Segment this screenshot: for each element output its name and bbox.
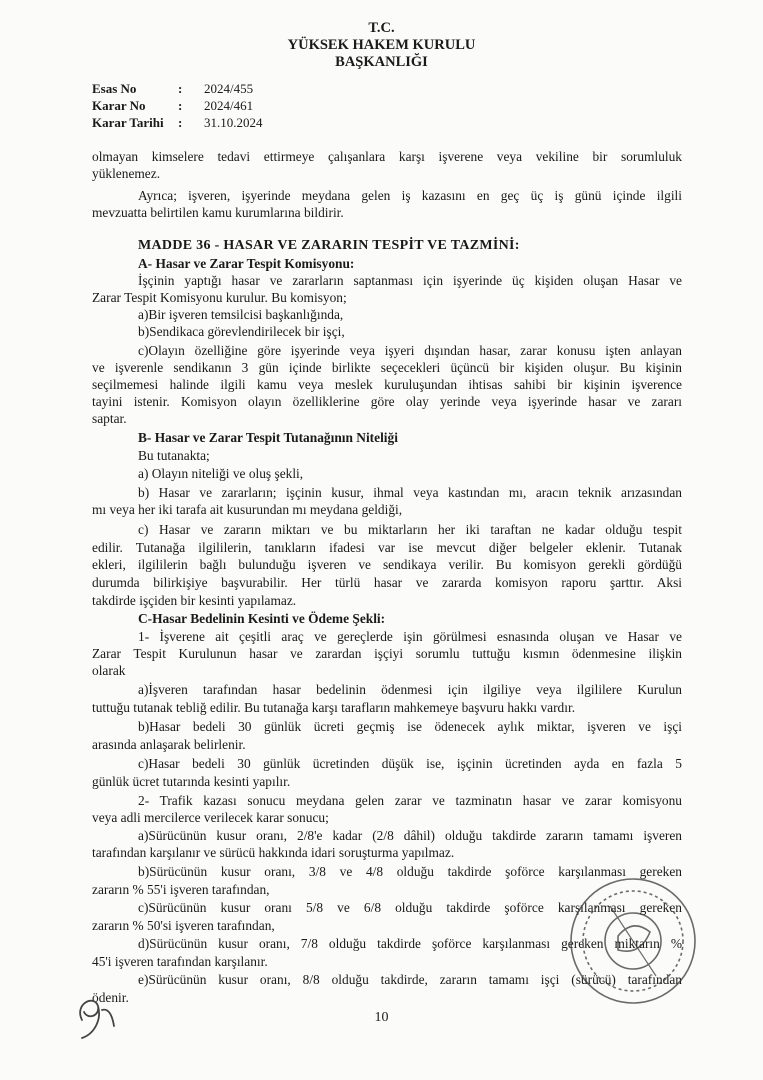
body-line: ve işverenle sendikanın 3 gün içinde birlikte seçecekleri üçüncü bir kişiden oluşur. Bu kişinin (92, 360, 682, 375)
body-line: a)Sürücünün kusur oranı, 2/8'e kadar (2/8 dâhil) olduğu takdirde zararın tamamı işveren (138, 828, 682, 843)
meta-karar-no (92, 98, 253, 114)
meta-colon: : (178, 81, 183, 96)
body-line: b) Hasar ve zararların; işçinin kusur, ihmal veya kastından mı, aracın teknik arızasından (138, 485, 682, 500)
body-line: olmayan kimselere tedavi ettirmeye çalışanlara karşı işverene veya vekiline bir sorumluluk (92, 149, 682, 164)
section-heading-a: A- Hasar ve Zarar Tespit Komisyonu: (138, 256, 355, 271)
body-line: c)Olayın özelliğine göre işyerinde veya işyeri dışından hasar, zarar konusu işten anlayan (138, 343, 682, 358)
body-line: b)Hasar bedeli 30 günlük ücreti geçmiş ise ödenecek aylık miktar, işveren ve işçi (138, 719, 682, 734)
body-line: takdirde işçiden bir kesinti yapılamaz. (92, 593, 297, 608)
body-line: arasında anlaşarak belirlenir. (92, 737, 246, 752)
body-line: c)Hasar bedeli 30 günlük ücretinden düşük ise, işçinin ücretinden ayda en fazla 5 (138, 756, 682, 771)
body-line: tayini istenir. Komisyon olayın özelliklerine göre olay yerinde veya işyerinde hasar ve zararı (92, 394, 682, 409)
body-line: c)Sürücünün kusur oranı 5/8 ve 6/8 olduğu takdirde şoförce karşılanması gereken (138, 900, 682, 915)
meta-value: 31.10.2024 (204, 115, 263, 130)
body-line: 45'i işveren tarafından karşılanır. (92, 954, 268, 969)
header-office: BAŞKANLIĞI (335, 54, 428, 70)
body-line: a)İşveren tarafından hasar bedelinin ödenmesi için ilgiliye veya ilgililere Kurulun (138, 682, 682, 697)
body-line: olarak (92, 663, 126, 678)
official-seal-stamp (558, 866, 708, 1016)
body-line: seçilmemesi halinde ilgili kamu veya meslek kuruluşundan ihtisas sahibi bir kişinin işverence (92, 377, 682, 392)
meta-value: 2024/461 (204, 98, 254, 113)
body-line: d)Sürücünün kusur oranı, 7/8 olduğu takdirde şoförce karşılanması gereken miktarın % (138, 936, 682, 951)
body-line: günlük ücret tutarında kesinti yapılır. (92, 774, 291, 789)
body-line: e)Sürücünün kusur oranı, 8/8 olduğu takdirde, zararın tamamı işçi (sürücü) tarafından (138, 972, 682, 987)
meta-value: 2024/455 (204, 81, 254, 96)
meta-label: Karar No (92, 98, 146, 113)
body-line: c) Hasar ve zararın miktarı ve bu miktarların her iki taraftan ne kadar olduğu tespit (138, 522, 682, 537)
meta-label: Esas No (92, 81, 137, 96)
body-line: Zarar Tespit Kurulunun hasar ve zarardan işçiyi sorumlu tuttuğu kısmın ödenmesine ilişkin (92, 646, 682, 661)
body-line: 2- Trafik kazası sonucu meydana gelen zarar ve tazminatın hasar ve zarar komisyonu (138, 793, 682, 808)
meta-label: Karar Tarihi (92, 115, 164, 130)
header-institution: YÜKSEK HAKEM KURULU (287, 37, 476, 53)
section-heading-b: B- Hasar ve Zarar Tespit Tutanağının Niteliği (138, 430, 398, 445)
body-line: a)Bir işveren temsilcisi başkanlığında, (138, 307, 344, 322)
body-line: İşçinin yaptığı hasar ve zararların saptanması için işyerinde üç kişiden oluşan Hasar ve (138, 273, 682, 288)
header-tc: T.C. (368, 20, 395, 36)
meta-karar-tarihi (92, 115, 263, 131)
body-line: zararın % 50'si işveren tarafından, (92, 918, 275, 933)
body-line: ödenir. (92, 990, 129, 1005)
body-line: mevzuatta belirtilen kamu kurumlarına bildirir. (92, 205, 344, 220)
body-line: mı veya her iki tarafa ait kusurundan mı meydana geldiği, (92, 502, 403, 517)
body-line: saptar. (92, 411, 127, 426)
body-line: b)Sendikaca görevlendirilecek bir işçi, (138, 324, 345, 339)
body-line: yüklenemez. (92, 166, 161, 181)
body-line: durumda bilirkişiye başvurabilir. Her türlü hasar ve zararda komisyon raporu şarttır. Aksi (92, 575, 682, 590)
body-line: Bu tutanakta; (138, 448, 210, 463)
body-line: tuttuğu tutanak tebliğ edilir. Bu tutanağa karşı tarafların mahkemeye başvuru hakkı vardır. (92, 700, 576, 715)
page-number: 10 (374, 1010, 389, 1025)
section-heading-c: C-Hasar Bedelinin Kesinti ve Ödeme Şekli: (138, 611, 386, 626)
body-line: Ayrıca; işveren, işyerinde meydana gelen iş kazasını en geç üç iş günü içinde ilgili (138, 188, 682, 203)
body-line: edilir. Tutanağa ilgililerin, tanıkların ifadesi var ise mevcut diğer belgeler eklenir. Tutanak (92, 540, 682, 555)
body-line: Zarar Tespit Komisyonu kurulur. Bu komisyon; (92, 290, 347, 305)
body-line: ekleri, ilgililerin bağlı bulunduğu işveren ve sendikaya verilir. Bu komisyon gerekli gördüğü (92, 557, 682, 572)
meta-colon: : (178, 115, 183, 130)
meta-colon: : (178, 98, 183, 113)
article-heading: MADDE 36 - HASAR VE ZARARIN TESPİT VE TAZMİNİ: (138, 238, 520, 253)
body-line: a) Olayın niteliği ve oluş şekli, (138, 466, 304, 481)
meta-esas-no (92, 81, 253, 97)
body-line: 1- İşverene ait çeşitli araç ve gereçlerde işin görülmesi esnasında oluşan ve Hasar ve (138, 629, 682, 644)
body-line: veya adli mercilerce verilecek karar sonucu; (92, 810, 329, 825)
body-line: b)Sürücünün kusur oranı, 3/8 ve 4/8 olduğu takdirde şoförce karşılanması gereken (138, 864, 682, 879)
body-line: tarafından karşılanır ve sürücü hakkında idari soruşturma yapılmaz. (92, 845, 455, 860)
body-line: zararın % 55'i işveren tarafından, (92, 882, 270, 897)
